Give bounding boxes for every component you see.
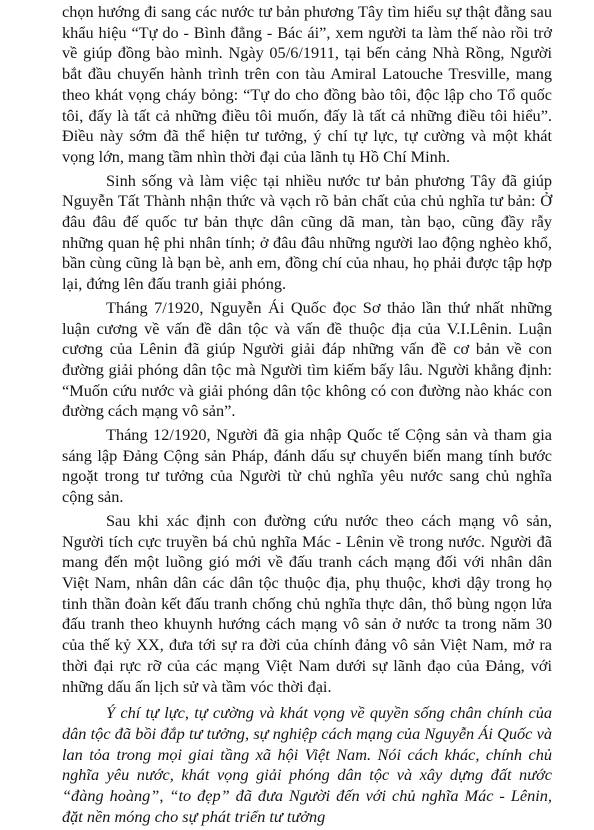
document-body xyxy=(62,2,552,830)
paragraph-capitalism: Sinh sống và làm việc tại nhiều nước tư bản phương Tây đã giúp Nguyễn Tất Thành nhận thức và vạch rõ bản chất của chủ nghĩa tư bản: Ở đâu đâu đế quốc tư bản thực dân cũng dã man, tàn bạo, cũng đầy rẫy những quan hệ phi nhân tính; ở đâu đâu những người lao động nghèo khổ, bần cùng cũng là bạn bè, anh em, đồng chí của nhau, họ phải được tập hợp lại, đứng lên đấu tranh giải phóng. xyxy=(62,170,552,294)
paragraph-journey: chọn hướng đi sang các nước tư bản phương Tây tìm hiểu sự thật đằng sau khẩu hiệu “Tự do - Bình đẳng - Bác ái”, xem người ta làm thế nào rồi trở về giúp đồng bào mình. Ngày 05/6/1911, tại bến cảng Nhà Rồng, Người bắt đầu chuyến hành trình trên con tàu Amiral Latouche Tresville, mang theo khát vọng cháy bỏng: “Tự do cho đồng bào tôi, độc lập cho Tổ quốc tôi, đấy là tất cả những điều tôi muốn, đấy là tất cả những điều tôi hiểu”. Điều này sớm đã thể hiện tư tưởng, ý chí tự lực, tự cường và một khát vọng lớn, mang tầm nhìn thời đại của lãnh tụ Hồ Chí Minh. xyxy=(62,2,552,166)
paragraph-marxism-spread: Sau khi xác định con đường cứu nước theo cách mạng vô sản, Người tích cực truyền bá chủ nghĩa Mác - Lênin về trong nước. Người đã mang đến một luồng gió mới về đấu tranh cách mạng đối với nhân dân Việt Nam, nhân dân các dân tộc thuộc địa, phụ thuộc, khơi dậy trong họ tinh thần đoàn kết đấu tranh chống chủ nghĩa thực dân, thổ bùng ngọn lửa đấu tranh theo khuynh hướng cách mạng vô sản ở nước ta trong năm 30 của thế kỷ XX, đưa tới sự ra đời của chính đảng vô sản Việt Nam, mở ra thời đại rực rỡ của các mạng Việt Nam dưới sự lãnh đạo của Đảng, với những dấu ấn lịch sử và tầm vóc thời đại. xyxy=(62,510,552,696)
paragraph-lenin-theses: Tháng 7/1920, Nguyễn Ái Quốc đọc Sơ thảo lần thứ nhất những luận cương về vấn đề dân tộc và vấn đề thuộc địa của V.I.Lênin. Luận cương của Lênin đã giúp Người giải đáp những vấn đề cơ bản về con đường giải phóng dân tộc mà Người tìm kiếm bấy lâu. Người khẳng định: “Muốn cứu nước và giải phóng dân tộc không có con đường nào khác con đường cách mạng vô sản”. xyxy=(62,297,552,421)
paragraph-comintern: Tháng 12/1920, Người đã gia nhập Quốc tế Cộng sản và tham gia sáng lập Đảng Cộng sản Pháp, đánh dấu sự chuyển biến mang tính bước ngoặt trong tư tưởng của Người từ chủ nghĩa yêu nước sang chủ nghĩa cộng sản. xyxy=(62,425,552,507)
paragraph-italic-summary: Ý chí tự lực, tự cường và khát vọng về quyền sống chân chính của dân tộc đã bồi đắp tư tưởng, sự nghiệp cách mạng của Nguyễn Ái Quốc và lan tỏa trong mọi giai tầng xã hội Việt Nam. Nói cách khác, chính chủ nghĩa yêu nước, khát vọng giải phóng dân tộc và xây dựng đất nước “đàng hoàng”, “to đẹp” đã đưa Người đến với chủ nghĩa Mác - Lênin, đặt nền móng cho sự phát triển tư tưởng xyxy=(62,703,552,826)
